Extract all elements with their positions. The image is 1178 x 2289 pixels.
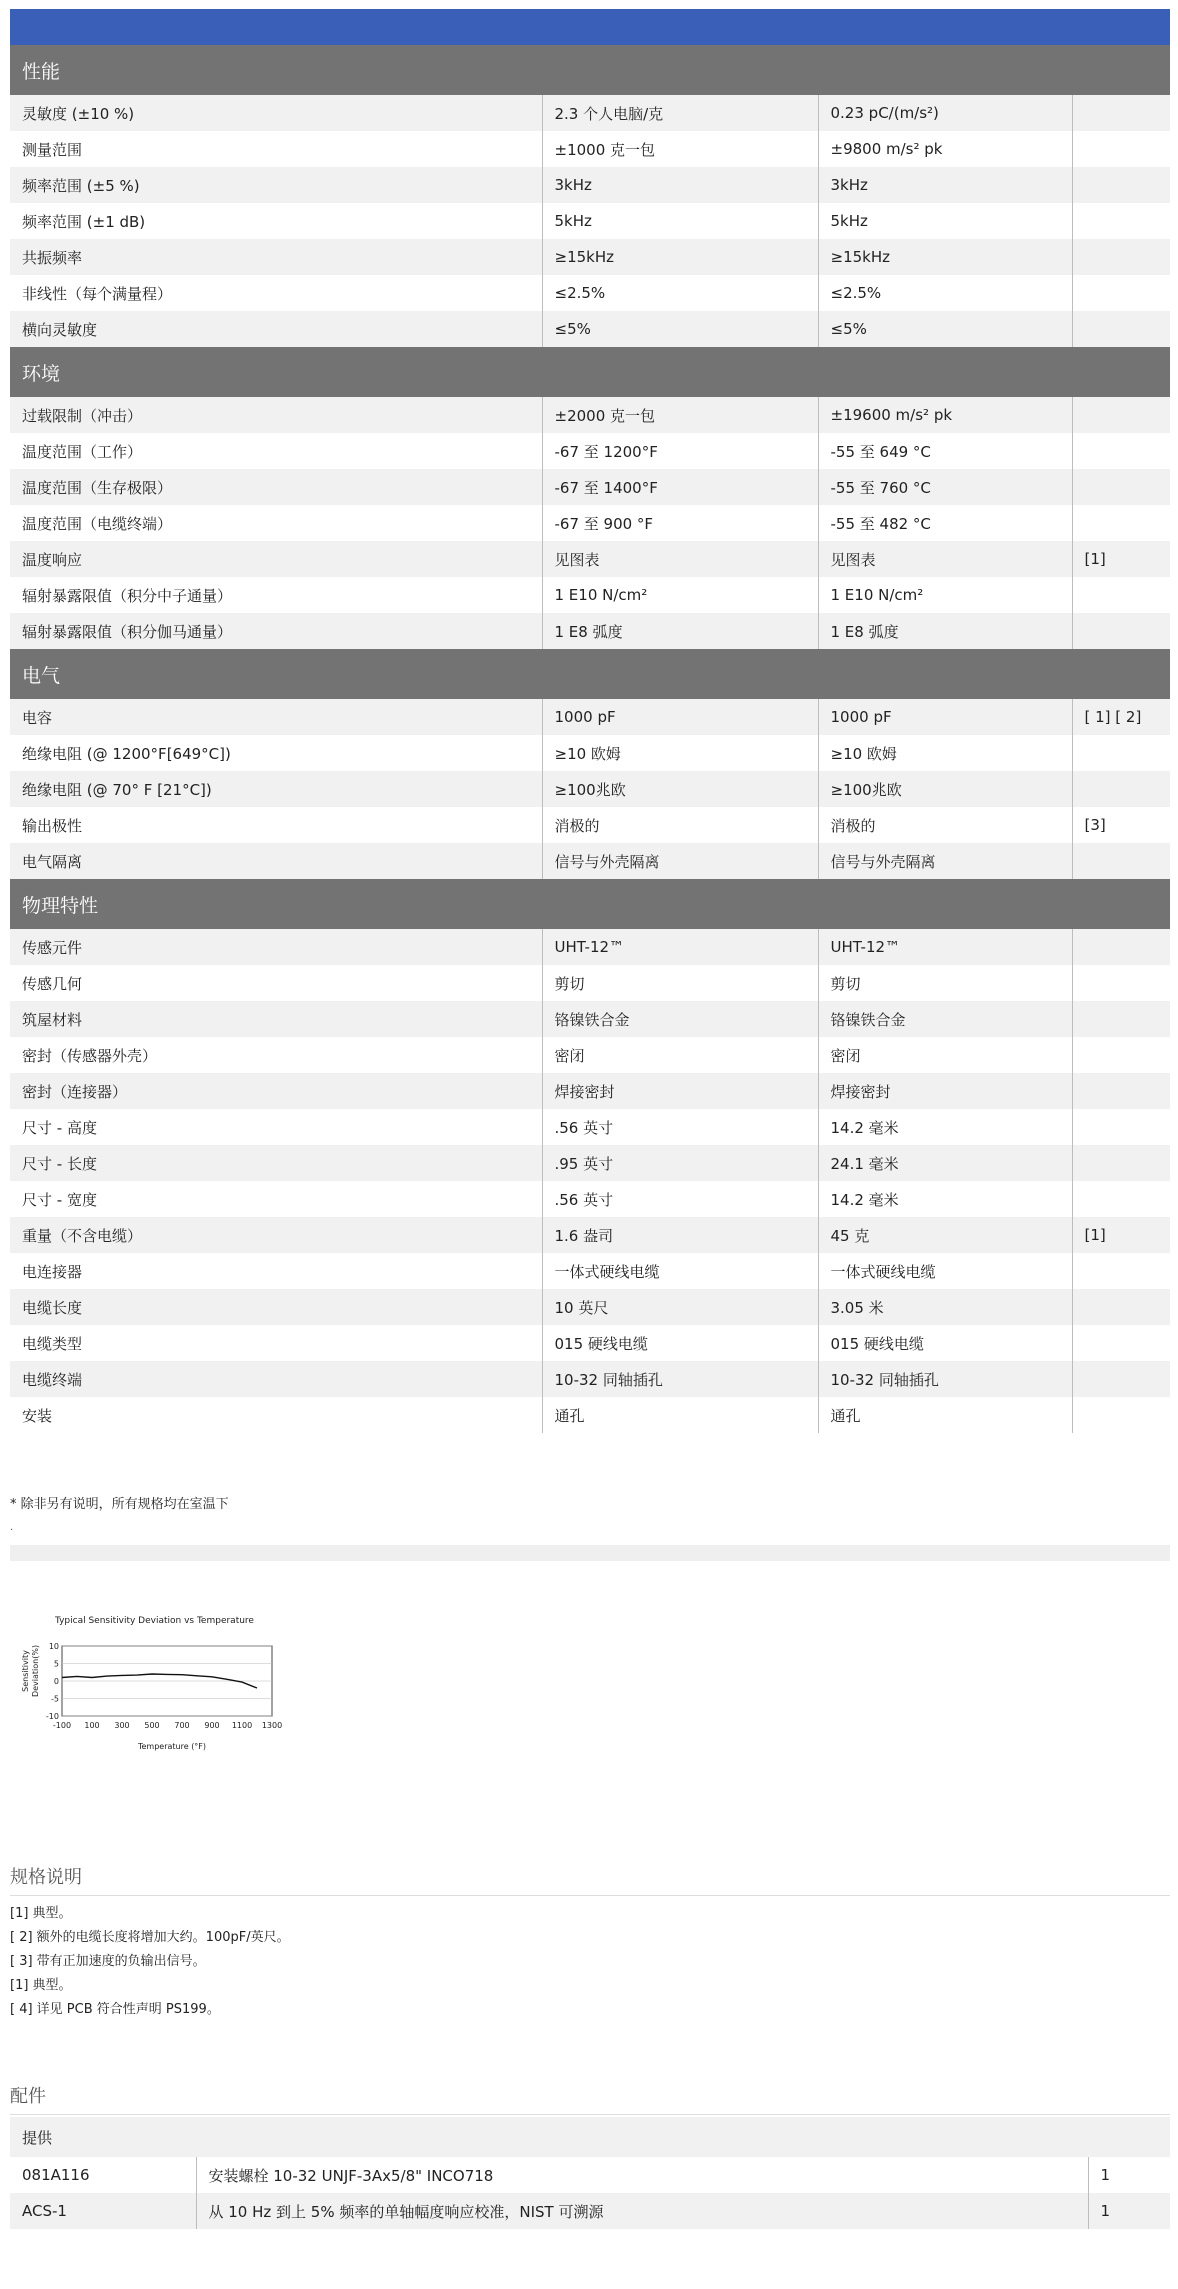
accessories-table [10,2117,1170,2229]
spec-value-metric: 1000 pF [818,699,1072,735]
spec-value-metric: ≤2.5% [818,275,1072,311]
spec-row [10,929,1170,965]
spec-value-metric: 45 克 [818,1217,1072,1253]
spec-value-metric: -55 至 760 °C [818,469,1072,505]
section-title: 电气 [10,649,1170,699]
spec-value-imperial: 焊接密封 [542,1073,818,1109]
spec-value-metric: 信号与外壳隔离 [818,843,1072,879]
section-header [10,45,1170,95]
spec-value-imperial: 015 硬线电缆 [542,1325,818,1361]
accessories-header-row [10,2117,1170,2157]
spec-value-imperial: 10-32 同轴插孔 [542,1361,818,1397]
spec-note-ref [1072,613,1170,649]
spec-value-metric: 铬镍铁合金 [818,1001,1072,1037]
spec-value-imperial: 10 英尺 [542,1289,818,1325]
spec-row [10,843,1170,879]
spec-value-imperial: .56 英寸 [542,1181,818,1217]
spec-note-ref [1072,843,1170,879]
spec-row [10,433,1170,469]
spec-row [10,541,1170,577]
accessory-row [10,2193,1170,2229]
chart-title: Typical Sensitivity Deviation vs Temperature [55,1616,254,1626]
spec-row [10,1361,1170,1397]
spec-row [10,965,1170,1001]
spec-row [10,699,1170,735]
spec-row [10,735,1170,771]
spec-note-ref [1072,965,1170,1001]
spec-note-ref: [1] [1072,541,1170,577]
accessory-model: 081A116 [10,2157,196,2193]
spec-note-ref [1072,735,1170,771]
accessory-description: 从 10 Hz 到上 5% 频率的单轴幅度响应校准，NIST 可溯源 [196,2193,1088,2229]
spec-row [10,577,1170,613]
footnote: * 除非另有说明，所有规格均在室温下 [10,1497,229,1512]
spec-row [10,1145,1170,1181]
spec-row [10,239,1170,275]
spec-note-item: [ 2] 额外的电缆长度将增加大约。100pF/英尺。 [10,1930,290,1945]
spec-note-ref [1072,1397,1170,1433]
spec-row [10,505,1170,541]
spec-note-ref: [ 1] [ 2] [1072,699,1170,735]
spec-value-imperial: 3kHz [542,167,818,203]
spec-value-imperial: 消极的 [542,807,818,843]
spec-table [10,45,1170,1433]
y-tick-label: -5 [51,1694,59,1704]
spec-label: 横向灵敏度 [10,311,542,347]
spec-row [10,167,1170,203]
section-header [10,879,1170,929]
spec-note-ref [1072,1253,1170,1289]
divider-bar [10,1545,1170,1561]
spec-value-imperial: 1000 pF [542,699,818,735]
spec-note-ref [1072,1001,1170,1037]
spec-row [10,275,1170,311]
spec-value-metric: ≥10 欧姆 [818,735,1072,771]
spec-label: 过载限制（冲击） [10,397,542,433]
spec-label: 传感几何 [10,965,542,1001]
spec-row [10,1325,1170,1361]
spec-value-imperial: UHT-12™ [542,929,818,965]
spec-label: 电连接器 [10,1253,542,1289]
accessories-title: 配件 [10,2082,1170,2115]
accessories-header: 提供 [10,2117,1170,2157]
section-header [10,649,1170,699]
x-tick-label: -100 [52,1721,72,1730]
spec-label: 筑屋材料 [10,1001,542,1037]
spec-page [10,0,1170,2229]
spec-label: 频率范围 (±1 dB) [10,203,542,239]
spec-label: 温度范围（生存极限） [10,469,542,505]
section-header [10,347,1170,397]
spec-value-imperial: ≥10 欧姆 [542,735,818,771]
spec-label: 非线性（每个满量程） [10,275,542,311]
spec-label: 传感元件 [10,929,542,965]
spec-note-ref [1072,505,1170,541]
spec-value-imperial: ≤2.5% [542,275,818,311]
spec-note-ref [1072,1109,1170,1145]
spec-row [10,1037,1170,1073]
spec-label: 电容 [10,699,542,735]
section-title: 性能 [10,45,1170,95]
spec-value-metric: ±19600 m/s² pk [818,397,1072,433]
accessory-quantity: 1 [1088,2193,1170,2229]
spec-note-ref [1072,577,1170,613]
spec-value-imperial: .95 英寸 [542,1145,818,1181]
x-tick-label: 500 [144,1721,160,1730]
spec-note-ref [1072,203,1170,239]
spec-value-metric: 10-32 同轴插孔 [818,1361,1072,1397]
spec-value-imperial: 2.3 个人电脑/克 [542,95,818,131]
spec-row [10,1289,1170,1325]
spec-value-metric: 015 硬线电缆 [818,1325,1072,1361]
spec-value-metric: 1 E8 弧度 [818,613,1072,649]
spec-row [10,131,1170,167]
x-tick-label: 100 [84,1721,100,1730]
spec-value-metric: 剪切 [818,965,1072,1001]
spec-row [10,1109,1170,1145]
chart-xlabel: Temperature (°F) [137,1742,207,1751]
spec-note-ref [1072,311,1170,347]
spec-value-metric: ≤5% [818,311,1072,347]
spec-label: 密封（传感器外壳） [10,1037,542,1073]
spec-note-ref [1072,95,1170,131]
spec-row [10,469,1170,505]
spec-row [10,613,1170,649]
spec-label: 共振频率 [10,239,542,275]
x-tick-label: 1300 [261,1721,283,1730]
spec-value-imperial: 5kHz [542,203,818,239]
spec-label: 电气隔离 [10,843,542,879]
spec-row [10,203,1170,239]
spec-row [10,1217,1170,1253]
spec-value-imperial: ≥100兆欧 [542,771,818,807]
spec-value-metric: 密闭 [818,1037,1072,1073]
spec-value-metric: 14.2 毫米 [818,1109,1072,1145]
spec-label: 尺寸 - 高度 [10,1109,542,1145]
spec-label: 温度响应 [10,541,542,577]
spec-label: 尺寸 - 宽度 [10,1181,542,1217]
accessory-quantity: 1 [1088,2157,1170,2193]
y-tick-label: 5 [53,1659,59,1669]
spec-value-imperial: 1 E10 N/cm² [542,577,818,613]
spec-label: 绝缘电阻 (@ 1200°F[649°C]) [10,735,542,771]
spec-label: 测量范围 [10,131,542,167]
spec-label: 辐射暴露限值（积分中子通量） [10,577,542,613]
spec-value-imperial: 密闭 [542,1037,818,1073]
spec-notes-title: 规格说明 [10,1863,1170,1896]
spec-value-metric: 14.2 毫米 [818,1181,1072,1217]
spec-row [10,807,1170,843]
spec-value-metric: 一体式硬线电缆 [818,1253,1072,1289]
spec-label: 温度范围（工作） [10,433,542,469]
spec-value-imperial: -67 至 1200°F [542,433,818,469]
spec-note-item: [1] 典型。 [10,1978,72,1993]
spec-note-ref [1072,1289,1170,1325]
spec-note-ref [1072,771,1170,807]
spec-value-imperial: -67 至 900 °F [542,505,818,541]
spec-note-ref [1072,397,1170,433]
spec-value-metric: ≥100兆欧 [818,771,1072,807]
chart-ylabel-2: Deviation(%) [31,1644,40,1698]
spec-row [10,1073,1170,1109]
spec-value-imperial: 剪切 [542,965,818,1001]
spec-value-imperial: ≤5% [542,311,818,347]
accessory-model: ACS-1 [10,2193,196,2229]
section-title: 环境 [10,347,1170,397]
spec-value-metric: ±9800 m/s² pk [818,131,1072,167]
spec-value-metric: 1 E10 N/cm² [818,577,1072,613]
spec-label: 尺寸 - 长度 [10,1145,542,1181]
spec-label: 灵敏度 (±10 %) [10,95,542,131]
spec-value-metric: 通孔 [818,1397,1072,1433]
spec-value-metric: 0.23 pC/(m/s²) [818,95,1072,131]
spec-note-ref [1072,929,1170,965]
spec-note-ref [1072,275,1170,311]
spec-note-ref [1072,1181,1170,1217]
spec-value-imperial: ±1000 克一包 [542,131,818,167]
spec-value-metric: 3kHz [818,167,1072,203]
spec-value-imperial: -67 至 1400°F [542,469,818,505]
x-tick-label: 1100 [231,1721,253,1730]
x-tick-label: 300 [114,1721,130,1730]
spec-note-item: [ 4] 详见 PCB 符合性声明 PS199。 [10,2002,220,2017]
spec-row [10,1253,1170,1289]
chart-svg [10,1611,310,1761]
spec-note-ref [1072,1145,1170,1181]
spec-label: 输出极性 [10,807,542,843]
y-tick-label: 0 [53,1677,59,1686]
spec-row [10,95,1170,131]
spec-value-imperial: 见图表 [542,541,818,577]
spec-note-ref [1072,1325,1170,1361]
spec-row [10,1001,1170,1037]
spec-note-ref [1072,1037,1170,1073]
sensitivity-chart [10,1611,310,1761]
spec-label: 辐射暴露限值（积分伽马通量） [10,613,542,649]
spec-label: 频率范围 (±5 %) [10,167,542,203]
spec-value-metric: 24.1 毫米 [818,1145,1072,1181]
spec-value-imperial: 信号与外壳隔离 [542,843,818,879]
spec-value-imperial: 一体式硬线电缆 [542,1253,818,1289]
spec-value-imperial: ±2000 克一包 [542,397,818,433]
spec-value-metric: ≥15kHz [818,239,1072,275]
spec-label: 重量（不含电缆） [10,1217,542,1253]
spec-value-imperial: 铬镍铁合金 [542,1001,818,1037]
spec-value-metric: -55 至 649 °C [818,433,1072,469]
header-bar [10,9,1170,45]
spec-label: 电缆类型 [10,1325,542,1361]
spec-label: 绝缘电阻 (@ 70° F [21°C]) [10,771,542,807]
spec-value-metric: 5kHz [818,203,1072,239]
chart-ylabel-1: Sensitivity [21,1650,30,1692]
x-tick-label: 700 [174,1721,190,1730]
spec-row [10,1397,1170,1433]
spec-value-metric: 焊接密封 [818,1073,1072,1109]
accessory-row [10,2157,1170,2193]
x-tick-label: 900 [204,1721,220,1730]
spec-label: 密封（连接器） [10,1073,542,1109]
spec-value-imperial: ≥15kHz [542,239,818,275]
spec-note-ref: [3] [1072,807,1170,843]
spec-value-imperial: 通孔 [542,1397,818,1433]
spec-value-metric: UHT-12™ [818,929,1072,965]
spec-note-ref [1072,167,1170,203]
spec-note-ref [1072,1073,1170,1109]
y-tick-label: -10 [45,1712,59,1721]
spec-note-ref: [1] [1072,1217,1170,1253]
spec-note-ref [1072,469,1170,505]
spec-value-metric: -55 至 482 °C [818,505,1072,541]
y-tick-label: 10 [48,1642,59,1651]
spec-value-metric: 3.05 米 [818,1289,1072,1325]
spec-note-ref [1072,433,1170,469]
spec-value-imperial: 1.6 盎司 [542,1217,818,1253]
footnote-dot: . [10,1522,14,1533]
spec-row [10,397,1170,433]
section-title: 物理特性 [10,879,1170,929]
spec-row [10,311,1170,347]
spec-value-imperial: .56 英寸 [542,1109,818,1145]
spec-note-item: [1] 典型。 [10,1906,72,1921]
spec-label: 电缆长度 [10,1289,542,1325]
spec-value-imperial: 1 E8 弧度 [542,613,818,649]
spec-notes-list [10,1902,1170,2022]
spec-row [10,1181,1170,1217]
spec-note-ref [1072,131,1170,167]
spec-label: 温度范围（电缆终端） [10,505,542,541]
spec-value-metric: 见图表 [818,541,1072,577]
spec-note-ref [1072,1361,1170,1397]
accessory-description: 安装螺栓 10-32 UNJF-3Ax5/8" INCO718 [196,2157,1088,2193]
spec-note-item: [ 3] 带有正加速度的负输出信号。 [10,1954,206,1969]
spec-label: 安装 [10,1397,542,1433]
spec-value-metric: 消极的 [818,807,1072,843]
spec-label: 电缆终端 [10,1361,542,1397]
spec-note-ref [1072,239,1170,275]
spec-row [10,771,1170,807]
